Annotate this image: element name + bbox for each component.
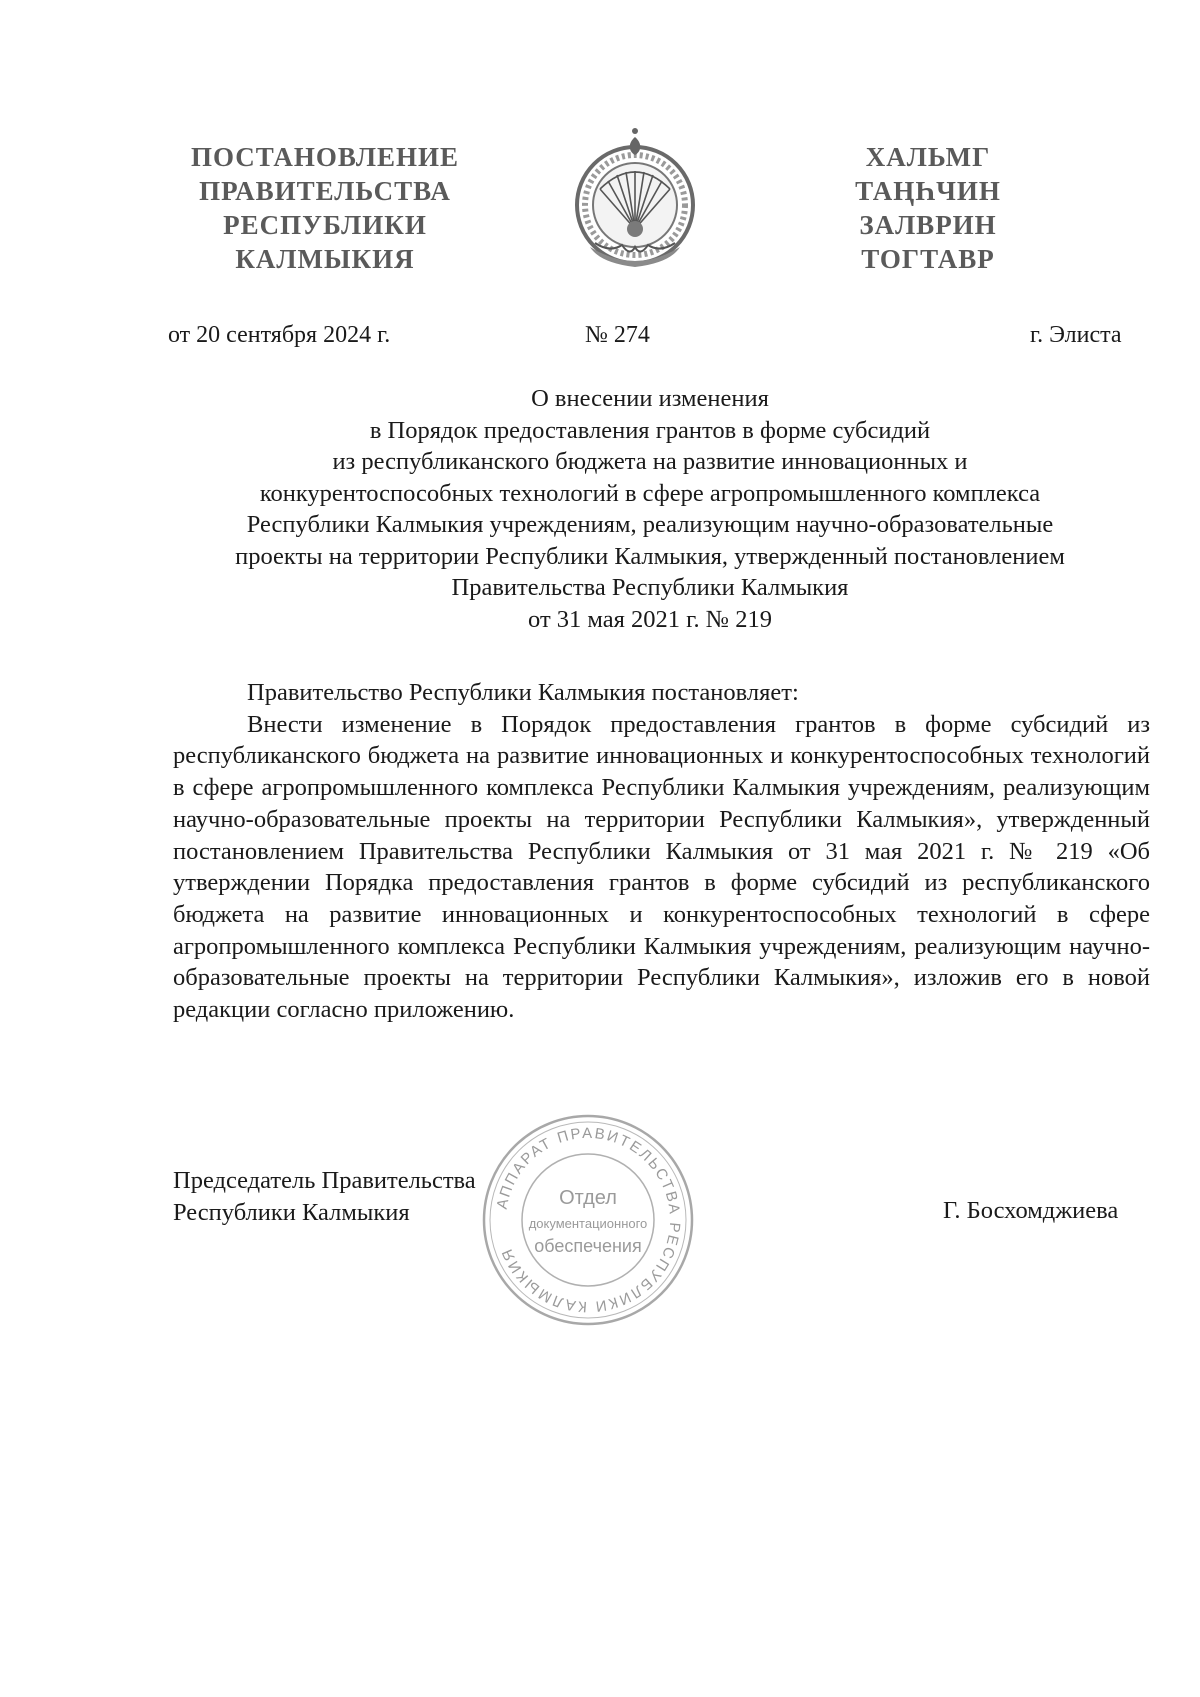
document-number: № 274 bbox=[585, 322, 650, 348]
header-left-line: ПОСТАНОВЛЕНИЕ bbox=[190, 142, 460, 172]
body-paragraph: Внести изменение в Порядок предоставления грантов в форме субсидий из республиканского бюджета на развитие инновационных и конкурентоспособных технологий в сфере агропромышленного комплекса Республики Калмыкия учреждениям, реализующим научно-образовательные проекты на территории Республики Калмыкия», утвержденный постановлением Правительства Республики Калмыкия от 31 мая 2021 г. № 219 «Об утверждении Порядка предоставления грантов в форме субсидий из республиканского бюджета на развитие инновационных и конкурентоспособных технологий в сфере агропромышленного комплекса Республики Калмыкия учреждениям, реализующим научно-образовательные проекты на территории Республики Калмыкия», изложив его в новой редакции согласно приложению. bbox=[173, 710, 1150, 1024]
title-line: из республиканского бюджета на развитие инновационных и bbox=[332, 448, 968, 475]
kalmykia-coat-of-arms-icon bbox=[570, 125, 700, 275]
signatory-name: Г. Босхомджиева bbox=[943, 1197, 1119, 1224]
stamp-center-line: обеспечения bbox=[534, 1236, 642, 1256]
title-line: проекты на территории Республики Калмыкия, утвержденный постановлением bbox=[235, 542, 1065, 570]
document-city: г. Элиста bbox=[1030, 322, 1122, 348]
header-right-line: ЗАЛВРИН bbox=[859, 210, 997, 240]
document-body bbox=[173, 677, 1150, 1026]
stamp-center-line: Отдел bbox=[559, 1187, 617, 1209]
header-left-line: ПРАВИТЕЛЬСТВА bbox=[199, 176, 451, 206]
document-title bbox=[150, 383, 1150, 635]
header-right-line: ТАҢҺЧИН bbox=[855, 176, 1001, 206]
body-intro: Правительство Республики Калмыкия постановляет: bbox=[247, 679, 799, 706]
document-date: от 20 сентября 2024 г. bbox=[168, 322, 391, 348]
signatory-position-line: Республики Калмыкия bbox=[173, 1199, 410, 1226]
stamp-center-line: документационного bbox=[528, 1216, 648, 1231]
header-left-line: РЕСПУБЛИКИ bbox=[223, 210, 427, 240]
signatory-position-line: Председатель Правительства bbox=[173, 1167, 476, 1194]
official-stamp bbox=[478, 1110, 698, 1330]
title-line: в Порядок предоставления грантов в форме субсидий bbox=[369, 416, 931, 444]
header-right-line: ТОГТАВР bbox=[861, 244, 995, 274]
stamp-ring-text: АППАРАТ ПРАВИТЕЛЬСТВА РЕСПУБЛИКИ КАЛМЫКИЯ bbox=[493, 1124, 684, 1316]
title-line: О внесении изменения bbox=[531, 385, 769, 412]
header-left-line: КАЛМЫКИЯ bbox=[235, 244, 415, 274]
title-line: Правительства Республики Калмыкия bbox=[451, 574, 849, 601]
title-line: конкурентоспособных технологий в сфере агропромышленного комплекса bbox=[259, 479, 1041, 507]
header-kalmyk bbox=[828, 140, 1028, 276]
title-line: Республики Калмыкия учреждениям, реализующим научно-образовательные bbox=[246, 511, 1054, 538]
signatory-position bbox=[173, 1165, 476, 1229]
title-line: от 31 мая 2021 г. № 219 bbox=[528, 605, 772, 633]
header-right-line: ХАЛЬМГ bbox=[865, 142, 991, 172]
header-russian bbox=[180, 140, 470, 276]
